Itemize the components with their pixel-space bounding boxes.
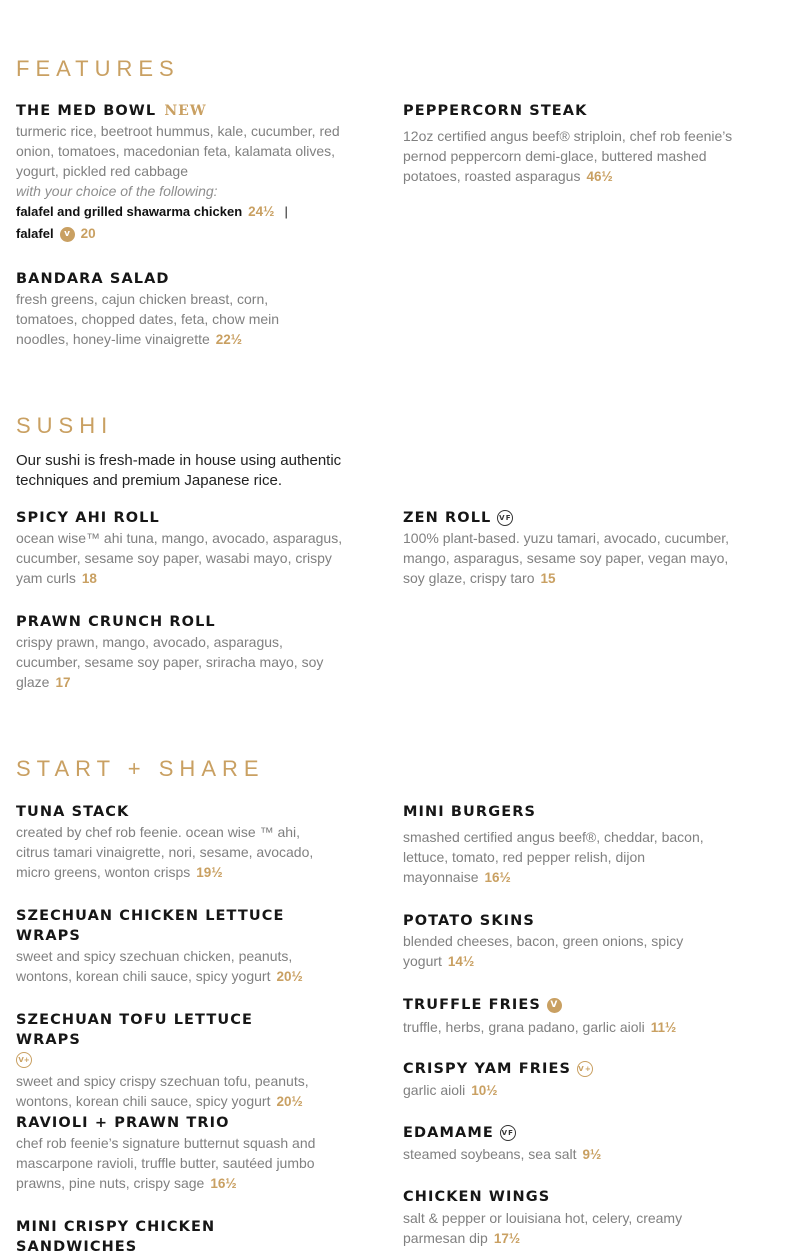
item-price: 20 [80, 226, 96, 241]
item-description: smashed certified angus beef®, cheddar, bacon, lettuce, tomato, red pepper relish, dijon mayonnaise 16½ [403, 829, 704, 885]
menu-item-ravioli-prawn-trio [16, 1113, 346, 1194]
item-name: ZEN ROLL VF [403, 510, 512, 526]
item-price: 17½ [493, 1231, 521, 1246]
item-name: TUNA STACK [16, 804, 130, 820]
item-price: 24½ [248, 204, 275, 219]
menu-item-potato-skins [403, 911, 703, 972]
item-name: BANDARA SALAD [16, 271, 170, 287]
item-price: 17 [55, 675, 71, 690]
item-price: 18 [81, 571, 97, 586]
menu-item-szechuan-tofu-wraps [16, 1010, 309, 1112]
item-name: PEPPERCORN STEAK [403, 103, 588, 119]
menu-item-bandara-salad [16, 269, 316, 350]
section-title-sushi: SUSHI [16, 413, 114, 438]
menu-item-zen-roll [403, 508, 733, 589]
vegan-friendly-icon: VF [497, 510, 513, 526]
item-description: sweet and spicy szechuan chicken, peanuts, wontons, korean chili sauce, spicy yogurt 20½ [16, 948, 303, 984]
item-price: 15 [540, 571, 556, 586]
item-name: CHICKEN WINGS [403, 1189, 551, 1205]
item-name: PRAWN CRUNCH ROLL [16, 614, 216, 630]
item-name: SZECHUAN CHICKEN LETTUCE WRAPS [16, 908, 285, 944]
item-description: salt & pepper or louisiana hot, celery, creamy parmesan dip 17½ [403, 1210, 683, 1246]
menu-item-mini-crispy-chicken [16, 1217, 246, 1257]
item-name: CRISPY YAM FRIES V+ [403, 1061, 592, 1077]
menu-item-mini-burgers [403, 802, 723, 888]
item-price: 10½ [471, 1083, 498, 1098]
item-name: SPICY AHI ROLL [16, 510, 160, 526]
item-description: turmeric rice, beetroot hummus, kale, cucumber, red onion, tomatoes, macedonian feta, kalamata olives, yogurt, pickled red cabbage [16, 123, 340, 179]
menu-item-peppercorn-steak [403, 101, 743, 187]
menu-item-spicy-ahi-roll [16, 508, 356, 589]
item-name: THE MED BOWL NEW [16, 103, 207, 119]
item-price: 19½ [196, 865, 223, 880]
vegan-option-icon: V+ [16, 1052, 32, 1068]
item-price: 11½ [650, 1020, 677, 1035]
item-icon-row [16, 1050, 306, 1071]
item-description: sweet and spicy crispy szechuan tofu, peanuts, wontons, korean chili sauce, spicy yogurt 20½ [16, 1073, 309, 1109]
item-name: MINI BURGERS [403, 804, 537, 820]
menu-item-truffle-fries [403, 995, 743, 1038]
menu-item-prawn-crunch-roll [16, 612, 346, 693]
item-name: TRUFFLE FRIES V [403, 995, 743, 1015]
option-line-1: falafel and grilled shawarma chicken 24½ | [16, 204, 288, 219]
item-description: chef rob feenie’s signature butternut squash and mascarpone ravioli, truffle butter, sautéed jumbo prawns, pine nuts, crispy sage 16½ [16, 1135, 316, 1191]
item-name: MINI CRISPY CHICKEN SANDWICHES [16, 1219, 216, 1255]
item-price: 16½ [210, 1176, 237, 1191]
item-description: truffle, herbs, grana padano, garlic aioli 11½ [403, 1019, 677, 1035]
item-name: EDAMAME VF [403, 1125, 515, 1141]
item-name: RAVIOLI + PRAWN TRIO [16, 1115, 230, 1131]
item-price: 9½ [582, 1147, 602, 1162]
item-price: 22½ [215, 332, 243, 347]
item-price: 20½ [276, 969, 303, 984]
separator: | [284, 204, 288, 219]
vegetarian-icon: V [547, 998, 562, 1013]
item-price: 20½ [276, 1094, 303, 1109]
section-title-features: FEATURES [16, 56, 180, 81]
menu-item-med-bowl [16, 101, 356, 245]
menu-item-tuna-stack [16, 802, 336, 883]
item-description: blended cheeses, bacon, green onions, spicy yogurt 14½ [403, 933, 684, 969]
section-title-start-share: START + SHARE [16, 756, 265, 781]
item-description: ocean wise™ ahi tuna, mango, avocado, asparagus, cucumber, sesame soy paper, wasabi mayo, crispy yam curls 18 [16, 530, 343, 586]
item-price: 14½ [447, 954, 475, 969]
menu-item-szechuan-chicken-wraps [16, 906, 306, 987]
menu-item-edamame [403, 1123, 703, 1165]
vegetarian-icon: v [60, 227, 75, 242]
menu-item-crispy-yam-fries [403, 1059, 703, 1101]
item-price: 16½ [484, 870, 511, 885]
item-description: 100% plant-based. yuzu tamari, avocado, cucumber, mango, asparagus, sesame soy paper, vegan mayo, soy glaze, crispy taro 15 [403, 530, 730, 586]
vegan-option-icon: V+ [577, 1061, 593, 1077]
item-description: steamed soybeans, sea salt 9½ [403, 1146, 602, 1162]
item-price: 46½ [586, 169, 613, 184]
choice-label: with your choice of the following: [16, 183, 218, 199]
item-description: 12oz certified angus beef® striploin, chef rob feenie’s pernod peppercorn demi-glace, buttered mashed potatoes, roasted asparagus 46½ [403, 128, 733, 184]
item-description: crispy prawn, mango, avocado, asparagus, cucumber, sesame soy paper, sriracha mayo, soy glaze 17 [16, 634, 324, 690]
item-description: fresh greens, cajun chicken breast, corn, tomatoes, chopped dates, feta, chow mein noodles, honey-lime vinaigrette 22½ [16, 291, 280, 347]
item-description: garlic aioli 10½ [403, 1082, 498, 1098]
option-line-2: falafel v 20 [16, 226, 96, 241]
vegan-friendly-icon: VF [500, 1125, 516, 1141]
item-description: created by chef rob feenie. ocean wise ™ ahi, citrus tamari vinaigrette, nori, sesame, avocado, micro greens, wonton crisps 19½ [16, 824, 314, 880]
new-badge: NEW [164, 103, 207, 119]
menu-item-chicken-wings [403, 1187, 723, 1249]
item-name: SZECHUAN TOFU LETTUCE WRAPS [16, 1012, 253, 1048]
item-name: POTATO SKINS [403, 913, 535, 929]
sushi-intro: Our sushi is fresh-made in house using authentic techniques and premium Japanese rice. [16, 452, 342, 489]
